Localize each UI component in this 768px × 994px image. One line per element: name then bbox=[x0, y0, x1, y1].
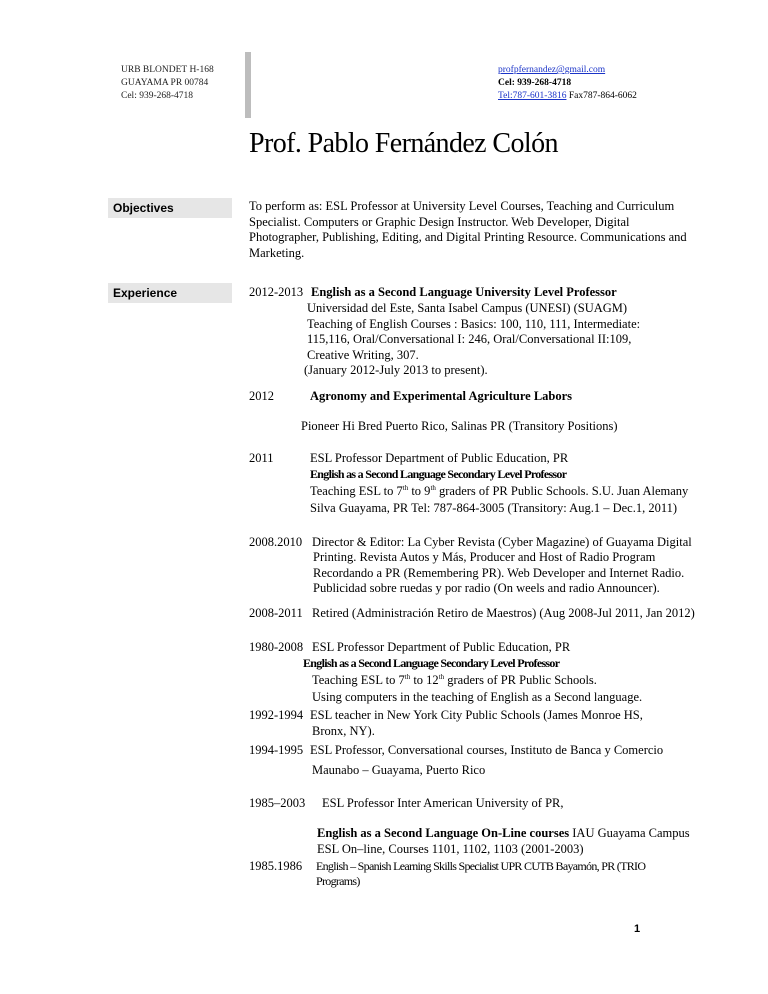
cel-number: Cel: 939-268-4718 bbox=[498, 78, 572, 88]
objectives-line: Specialist. Computers or Graphic Design Instructor. Web Developer, Digital bbox=[249, 214, 630, 229]
tel-fax-line bbox=[498, 90, 637, 103]
entry-line: Silva Guayama, PR Tel: 787-864-3005 (Transitory: Aug.1 – Dec.1, 2011) bbox=[310, 501, 678, 515]
entry-line: Recordando a PR (Remembering PR). Web Developer and Internet Radio. bbox=[313, 565, 685, 580]
page-number: 1 bbox=[634, 923, 641, 935]
entry-line bbox=[310, 484, 688, 500]
text-span: IAU Guayama Campus bbox=[569, 826, 690, 840]
section-label-objectives: Objectives bbox=[108, 198, 232, 218]
entry-line: ESL Professor Inter American University of PR, bbox=[322, 796, 564, 810]
entry-line: Publicidad sobre ruedas y por radio (On weels and radio Announcer). bbox=[313, 581, 660, 595]
entry-title: Agronomy and Experimental Agriculture Labors bbox=[310, 389, 573, 403]
entry-details bbox=[313, 550, 684, 597]
objectives-text bbox=[249, 199, 687, 261]
entry-line: Creative Writing, 307. bbox=[307, 347, 419, 362]
superscript: th bbox=[430, 483, 436, 492]
entry-year: 2012 bbox=[249, 389, 274, 403]
entry-title-line bbox=[317, 826, 690, 842]
superscript: th bbox=[402, 483, 409, 492]
entry-line: Universidad del Este, Santa Isabel Campus (UNESI) (SUAGM) bbox=[307, 301, 628, 315]
entry-line: ESL On–line, Courses 1101, 1102, 1103 (2001-2003) bbox=[317, 842, 584, 856]
text-span: to 12 bbox=[410, 673, 439, 687]
entry-details bbox=[304, 301, 641, 379]
entry-line: Printing. Revista Autos y Más, Producer and Host of Radio Program bbox=[313, 550, 656, 564]
entry-year: 1985.1986 bbox=[249, 859, 303, 873]
text-span: to 9 bbox=[408, 484, 431, 498]
header-divider bbox=[245, 52, 251, 118]
entry-line: Pioneer Hi Bred Puerto Rico, Salinas PR (Transitory Positions) bbox=[301, 419, 618, 433]
entry-line: English – Spanish Learning Skills Specialist UPR CUTB Bayamón, PR (TRIO bbox=[316, 859, 646, 873]
entry-year: 2008-2011 bbox=[249, 606, 303, 620]
entry-year: 2011 bbox=[249, 451, 274, 465]
entry-year: 1992-1994 bbox=[249, 708, 304, 722]
tel-link[interactable]: Tel:787-601-3816 bbox=[498, 91, 567, 101]
email-link[interactable]: profpfernandez@gmail.com bbox=[498, 65, 606, 75]
section-label-experience: Experience bbox=[108, 283, 232, 303]
entry-line: Maunabo – Guayama, Puerto Rico bbox=[312, 763, 486, 777]
superscript: th bbox=[438, 672, 445, 681]
entry-line: ESL Professor, Conversational courses, Instituto de Banca y Comercio bbox=[310, 743, 664, 757]
entry-year: 1994-1995 bbox=[249, 743, 304, 757]
entry-line: (January 2012-July 2013 to present). bbox=[304, 363, 488, 377]
objectives-line: Marketing. bbox=[249, 245, 305, 260]
entry-line: Director & Editor: La Cyber Revista (Cyber Magazine) of Guayama Digital bbox=[312, 535, 692, 549]
text-span: Teaching ESL to 7 bbox=[312, 673, 405, 687]
entry-line: 115,116, Oral/Conversational I: 246, Oral/Conversational II:109, bbox=[307, 332, 632, 346]
address-line: Cel: 939-268-4718 bbox=[121, 91, 194, 101]
text-span: graders of PR Public Schools. S.U. Juan Alemany bbox=[435, 484, 689, 498]
entry-title: English as a Second Language Secondary Level Professor bbox=[303, 656, 560, 670]
superscript: th bbox=[404, 672, 411, 681]
entry-title: English as a Second Language On-Line courses bbox=[317, 826, 570, 840]
entry-line: ESL Professor Department of Public Education, PR bbox=[310, 451, 569, 465]
entry-year: 2008.2010 bbox=[249, 535, 303, 549]
objectives-line: Photographer, Publishing, Editing, and Digital Printing Resource. Communications and bbox=[249, 230, 687, 244]
entry-line: Teaching of English Courses : Basics: 100, 110, 111, Intermediate: bbox=[307, 316, 641, 331]
entry-title: English as a Second Language Secondary Level Professor bbox=[310, 467, 567, 481]
address-line: GUAYAMA PR 00784 bbox=[121, 78, 209, 88]
text-span: graders of PR Public Schools. bbox=[444, 673, 597, 687]
entry-line: ESL teacher in New York City Public Schools (James Monroe HS, bbox=[310, 708, 643, 722]
entry-line bbox=[312, 673, 597, 689]
entry-title: English as a Second Language University Level Professor bbox=[311, 285, 617, 299]
entry-line: Using computers in the teaching of English as a Second language. bbox=[312, 690, 643, 704]
objectives-line: To perform as: ESL Professor at University Level Courses, Teaching and Curriculum bbox=[249, 199, 675, 213]
entry-year: 2012-2013 bbox=[249, 285, 304, 299]
entry-line: Retired (Administración Retiro de Maestros) (Aug 2008-Jul 2011, Jan 2012) bbox=[312, 606, 695, 620]
text-span: Teaching ESL to 7 bbox=[310, 484, 403, 498]
contact-block bbox=[498, 64, 637, 103]
entry-year: 1985–2003 bbox=[249, 796, 306, 810]
entry-line: Bronx, NY). bbox=[312, 724, 375, 738]
fax-number: Fax787-864-6062 bbox=[566, 91, 637, 101]
address-line: URB BLONDET H-168 bbox=[121, 65, 214, 75]
address-block bbox=[121, 64, 214, 103]
entry-line: Programs) bbox=[316, 874, 360, 888]
page-title: Prof. Pablo Fernández Colón bbox=[249, 128, 558, 159]
entry-year: 1980-2008 bbox=[249, 640, 304, 654]
entry-line: ESL Professor Department of Public Education, PR bbox=[312, 640, 571, 654]
